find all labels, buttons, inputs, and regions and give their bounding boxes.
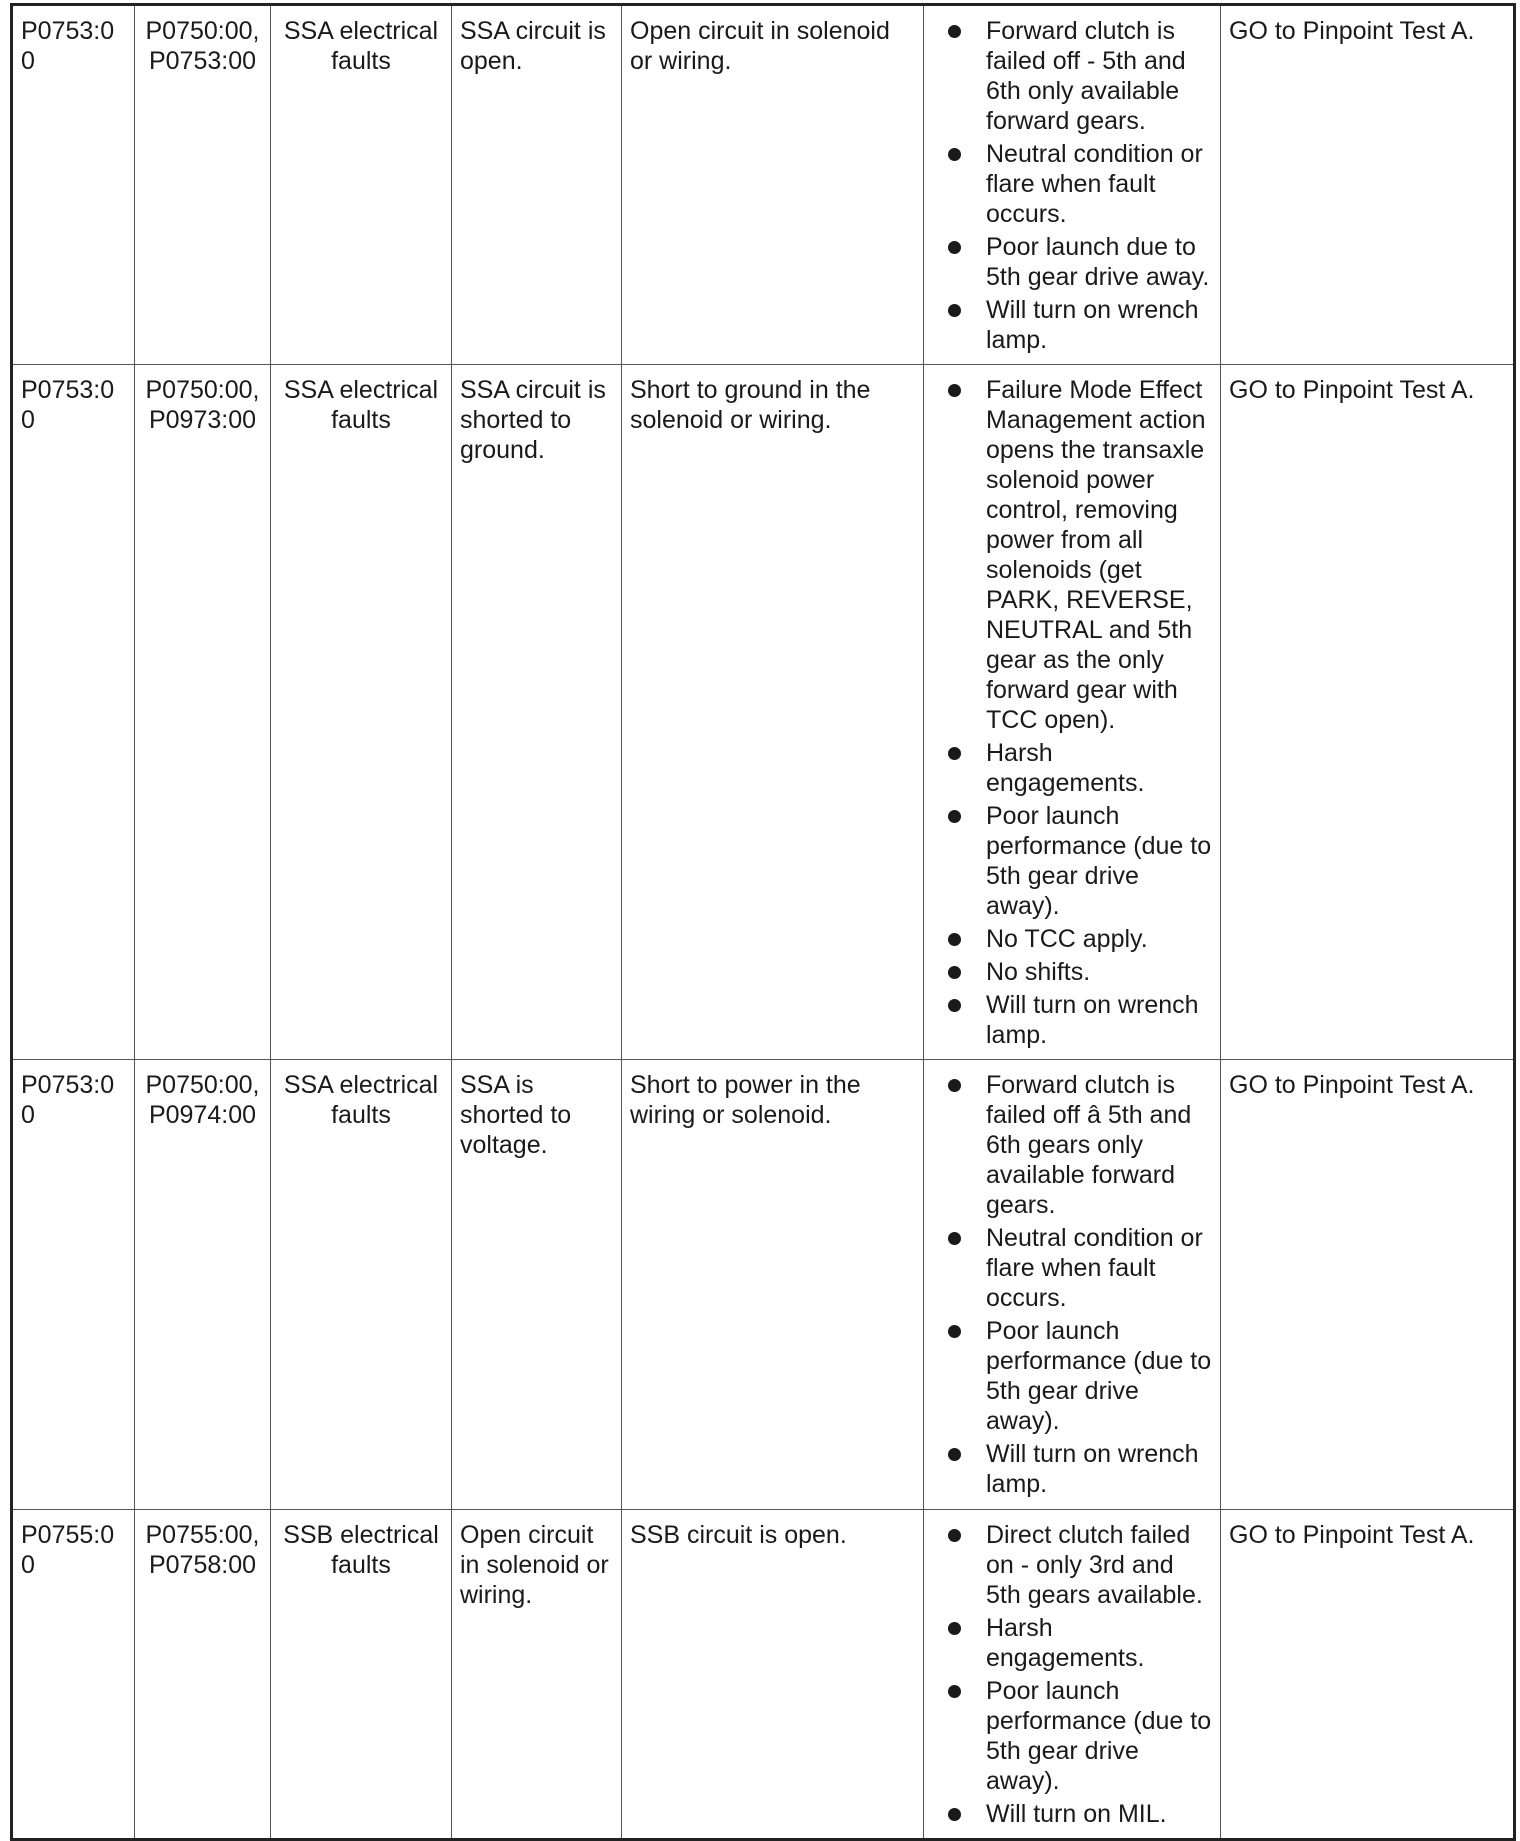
related-code: P0750:00, [145, 1071, 260, 1099]
related-codes-cell [135, 1510, 271, 1840]
bullet-icon [948, 304, 961, 317]
table-body [12, 5, 1515, 1840]
related-codes-cell [135, 365, 271, 1060]
symptom-item: No TCC apply. [944, 924, 1214, 954]
symptoms-cell [924, 365, 1221, 1060]
action-cell: GO to Pinpoint Test A. [1221, 5, 1515, 365]
related-codes-cell [135, 1060, 271, 1510]
bullet-icon [948, 999, 961, 1012]
bullet-icon [948, 1808, 961, 1821]
bullet-icon [948, 810, 961, 823]
diagnostic-table [10, 3, 1516, 1841]
action-cell: GO to Pinpoint Test A. [1221, 1060, 1515, 1510]
symptom-item: Poor launch due to 5th gear drive away. [944, 232, 1214, 292]
symptom-list [944, 1070, 1214, 1499]
related-code: P0750:00, [145, 17, 260, 45]
symptom-item: Poor launch performance (due to 5th gear drive away). [944, 801, 1214, 921]
symptom-item: Will turn on wrench lamp. [944, 1439, 1214, 1499]
symptom-item: Poor launch performance (due to 5th gear drive away). [944, 1316, 1214, 1436]
symptom-item: Forward clutch is failed off - 5th and 6th only available forward gears. [944, 16, 1214, 136]
category-cell: SSA electrical faults [271, 1060, 452, 1510]
symptom-item: Will turn on wrench lamp. [944, 295, 1214, 355]
dtc-cell: P0753:00 [12, 365, 135, 1060]
symptom-item: Poor launch performance (due to 5th gear drive away). [944, 1676, 1214, 1796]
table-row [12, 5, 1515, 365]
symptom-item: Neutral condition or flare when fault occurs. [944, 1223, 1214, 1313]
bullet-icon [948, 1448, 961, 1461]
cause-cell: Open circuit in solenoid or wiring. [622, 5, 924, 365]
bullet-icon [948, 384, 961, 397]
condition-cell: Open circuit in solenoid or wiring. [452, 1510, 622, 1840]
category-cell: SSA electrical faults [271, 365, 452, 1060]
cause-cell: SSB circuit is open. [622, 1510, 924, 1840]
table-row [12, 1060, 1515, 1510]
condition-cell: SSA is shorted to voltage. [452, 1060, 622, 1510]
related-code: P0758:00 [148, 1551, 257, 1579]
related-code: P0973:00 [148, 406, 257, 434]
bullet-icon [948, 933, 961, 946]
symptom-item: Failure Mode Effect Management action opens the transaxle solenoid power control, removing power from all solenoids (get PARK, REVERSE, NEUTRAL and 5th gear as the only forward gear with TCC open). [944, 375, 1214, 735]
symptom-item: Will turn on MIL. [944, 1799, 1214, 1829]
bullet-icon [948, 1685, 961, 1698]
symptoms-cell [924, 1510, 1221, 1840]
condition-cell: SSA circuit is open. [452, 5, 622, 365]
symptom-list [944, 1520, 1214, 1829]
bullet-icon [948, 747, 961, 760]
bullet-icon [948, 1232, 961, 1245]
related-code: P0974:00 [148, 1101, 257, 1129]
symptom-list [944, 375, 1214, 1050]
related-codes-cell [135, 5, 271, 365]
cause-cell: Short to ground in the solenoid or wiring. [622, 365, 924, 1060]
symptoms-cell [924, 1060, 1221, 1510]
symptom-item: Will turn on wrench lamp. [944, 990, 1214, 1050]
related-code: P0753:00 [148, 47, 257, 75]
dtc-cell: P0755:00 [12, 1510, 135, 1840]
bullet-icon [948, 1325, 961, 1338]
symptom-item: Harsh engagements. [944, 1613, 1214, 1673]
table-row [12, 365, 1515, 1060]
symptom-item: Direct clutch failed on - only 3rd and 5th gears available. [944, 1520, 1214, 1610]
bullet-icon [948, 966, 961, 979]
bullet-icon [948, 1079, 961, 1092]
related-code: P0750:00, [145, 376, 260, 404]
symptoms-cell [924, 5, 1221, 365]
symptom-item: Forward clutch is failed off â 5th and 6th gears only available forward gears. [944, 1070, 1214, 1220]
symptom-item: Harsh engagements. [944, 738, 1214, 798]
symptom-list [944, 16, 1214, 355]
dtc-cell: P0753:00 [12, 5, 135, 365]
bullet-icon [948, 25, 961, 38]
cause-cell: Short to power in the wiring or solenoid. [622, 1060, 924, 1510]
related-code: P0755:00, [145, 1521, 260, 1549]
dtc-cell: P0753:00 [12, 1060, 135, 1510]
bullet-icon [948, 1622, 961, 1635]
bullet-icon [948, 1529, 961, 1542]
table-row [12, 1510, 1515, 1840]
bullet-icon [948, 241, 961, 254]
bullet-icon [948, 148, 961, 161]
action-cell: GO to Pinpoint Test A. [1221, 365, 1515, 1060]
category-cell: SSB electrical faults [271, 1510, 452, 1840]
symptom-item: No shifts. [944, 957, 1214, 987]
symptom-item: Neutral condition or flare when fault occurs. [944, 139, 1214, 229]
action-cell: GO to Pinpoint Test A. [1221, 1510, 1515, 1840]
condition-cell: SSA circuit is shorted to ground. [452, 365, 622, 1060]
category-cell: SSA electrical faults [271, 5, 452, 365]
